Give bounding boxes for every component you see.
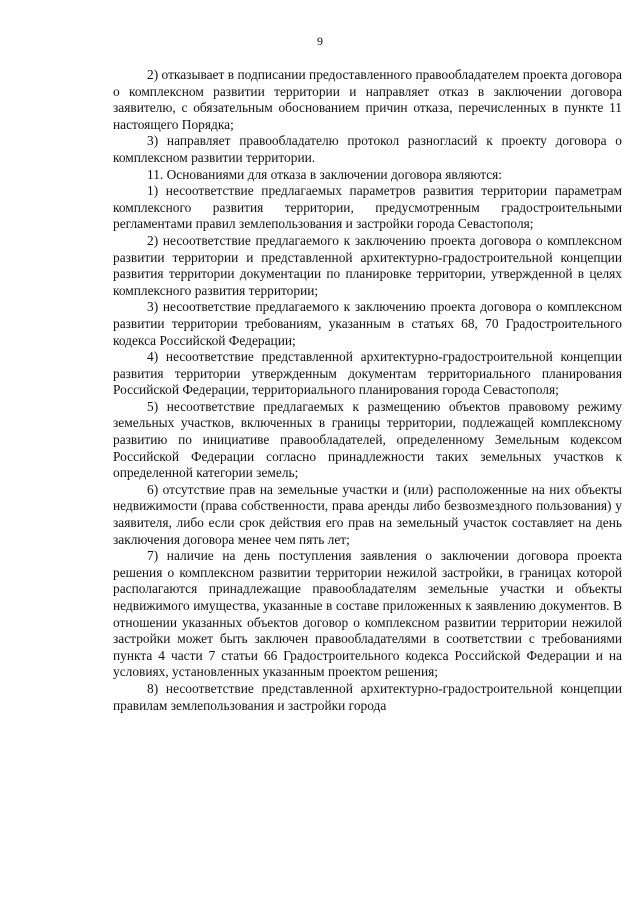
paragraph-ground-8: 8) несоответствие представленной архитектурно-градостроительной концепции правилам землепользования и застройки города <box>113 680 622 713</box>
paragraph-ground-4: 4) несоответствие представленной архитектурно-градостроительной концепции развития территории утвержденным документам территориального планирования Российской Федерации, территориального планирования города Севастополя; <box>113 349 622 398</box>
paragraph-ground-3: 3) несоответствие предлагаемого к заключению проекта договора о комплексном развитии территории требованиям, указанным в статьях 68, 70 Градостроительного кодекса Российской Федерации; <box>113 299 622 348</box>
paragraph-ground-2: 2) несоответствие предлагаемого к заключению проекта договора о комплексном развитии территории и представленной архитектурно-градостроительной концепции развития территории документации по планировке территории, утвержденной в целях комплексного развития территории; <box>113 232 622 298</box>
document-body <box>113 67 622 714</box>
paragraph-ground-5: 5) несоответствие предлагаемых к размещению объектов правовому режиму земельных участков, включенных в границы территории, подлежащей комплексному развитию по инициативе правообладателей, определенному Земельным кодексом Российской Федерации согласно принадлежности таких земельных участков к определенной категории земель; <box>113 398 622 481</box>
page-number: 9 <box>317 34 323 48</box>
paragraph-ground-7: 7) наличие на день поступления заявления о заключении договора проекта решения о комплексном развитии территории нежилой застройки, в границах которой располагаются принадлежащие правообладателям земельные участки и объекты недвижимого имущества, указанные в составе приложенных к заявлению документов. В отношении указанных объектов договор о комплексном развитии территории нежилой застройки может быть заключен правообладателями в соответствии с требованиями пункта 4 части 7 статьи 66 Градостроительного кодекса Российской Федерации и на условиях, установленных указанным проектом решения; <box>113 548 622 680</box>
paragraph-clause-3: 3) направляет правообладателю протокол разногласий к проекту договора о комплексном развитии территории. <box>113 133 622 165</box>
paragraph-ground-6: 6) отсутствие прав на земельные участки и (или) расположенные на них объекты недвижимости (права собственности, права аренды либо безвозмездного пользования) у заявителя, либо если срок действия его прав на земельный участок составляет на день заключения договора менее чем пять лет; <box>113 481 622 547</box>
paragraph-section-11: 11. Основаниями для отказа в заключении договора являются: <box>147 166 503 182</box>
paragraph-clause-2: 2) отказывает в подписании предоставленного правообладателем проекта договора о комплексном развитии территории и направляет отказ в заключении договора заявителю, с обязательным обоснованием причин отказа, перечисленных в пункте 11 настоящего Порядка; <box>113 67 622 132</box>
paragraph-ground-1: 1) несоответствие предлагаемых параметров развития территории параметрам комплексного развития территории, предусмотренным градостроительными регламентами правил землепользования и застройки города Севастополя; <box>113 183 622 232</box>
